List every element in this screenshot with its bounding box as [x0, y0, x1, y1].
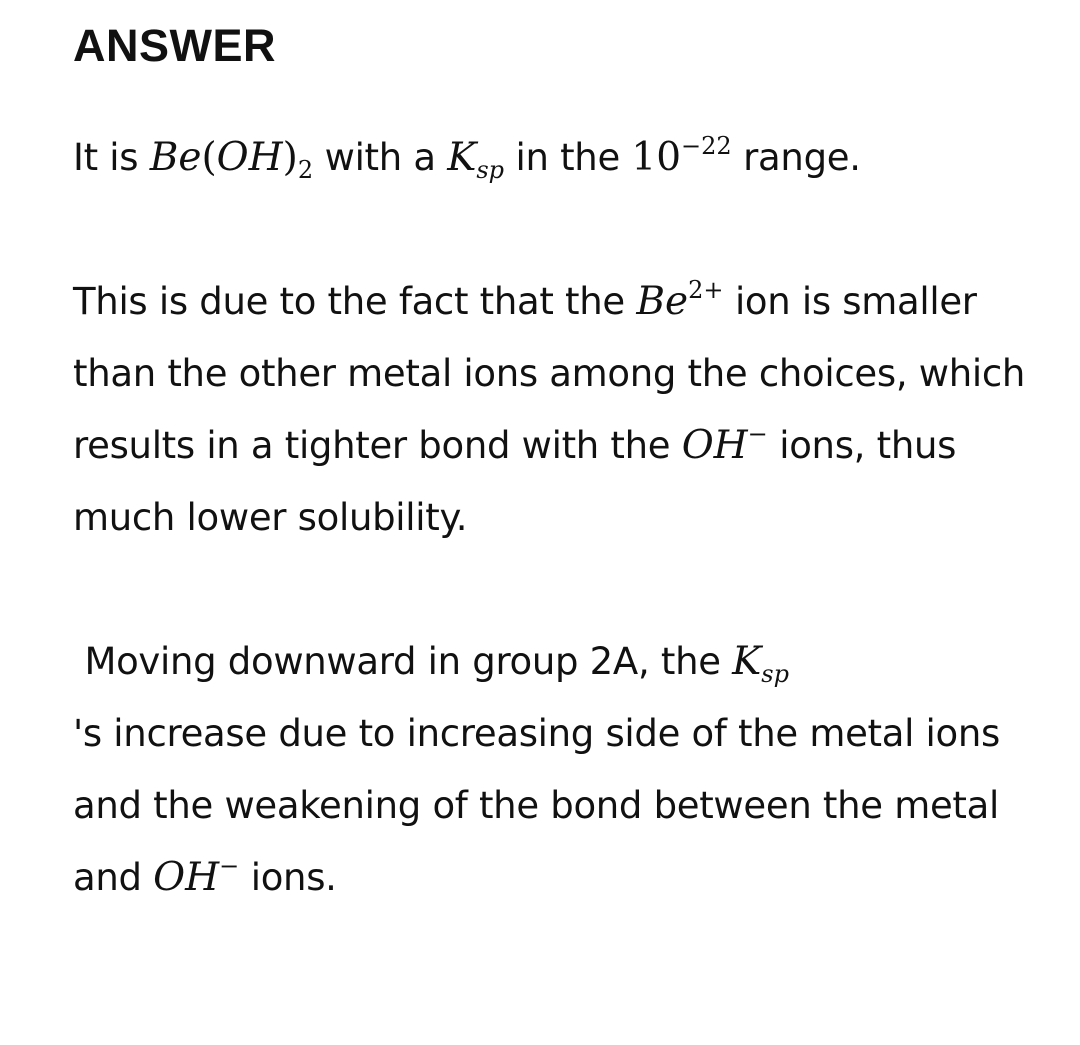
formula-paren-close: ) [282, 135, 298, 180]
paragraph-explanation [73, 266, 1033, 554]
paragraph-trend [73, 626, 1033, 914]
p3-text-1: Moving downward in group 2A, the [73, 640, 733, 683]
paragraph-compound [73, 122, 1033, 194]
formula-subscript-2: 2 [297, 156, 314, 184]
p2-text-1: This is due to the fact that the [73, 280, 637, 323]
formula-oh: OH [216, 135, 283, 180]
power-base: 10 [631, 135, 682, 180]
formula-be-oh-2 [149, 135, 314, 184]
formula-power-of-ten [631, 132, 732, 180]
formula-ksp [447, 135, 505, 184]
p1-text-3: in the [504, 136, 632, 179]
answer-document [73, 18, 1033, 914]
ksp-base: K [447, 135, 477, 180]
formula-ksp-2 [732, 639, 789, 688]
p2-text-2: ion is smaller than the other metal ions among the choices, which results in a tighter bond with the [73, 280, 1026, 467]
oh-ion2-base: OH [153, 855, 220, 900]
p2-text-3: ions, thus much lower solubility. [73, 424, 957, 539]
oh-ion2-charge: − [219, 852, 240, 880]
formula-oh-ion-2 [153, 852, 240, 900]
formula-be: Be [149, 135, 202, 180]
answer-heading: ANSWER [73, 20, 276, 71]
be-ion-base: Be [636, 279, 689, 324]
p1-text-1: It is [73, 136, 150, 179]
p1-text-4: range. [731, 136, 861, 179]
ksp2-base: K [732, 639, 762, 684]
oh-ion-charge: − [747, 420, 768, 448]
formula-oh-ion [681, 420, 768, 468]
p3-text-3: ions. [239, 856, 337, 899]
p3-text-2: 's increase due to increasing side of the metal ions and the weakening of the bond between the metal and [73, 712, 1000, 899]
p1-text-2: with a [313, 136, 448, 179]
ksp2-subscript: sp [761, 660, 789, 688]
oh-ion-base: OH [681, 423, 748, 468]
formula-paren-open: ( [201, 135, 217, 180]
ksp-subscript: sp [476, 156, 505, 184]
power-exponent: −22 [681, 132, 732, 160]
formula-be-ion [636, 276, 724, 324]
be-ion-charge: 2+ [688, 276, 724, 304]
